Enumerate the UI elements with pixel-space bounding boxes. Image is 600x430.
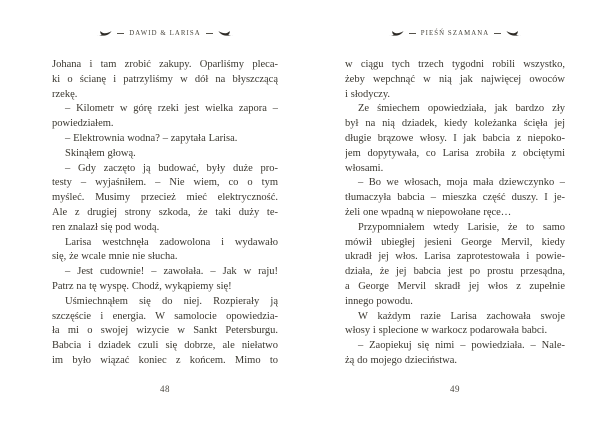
text-line: mówił ubiegłej jesieni George Mervil, kiedy (345, 236, 565, 248)
text-line: W każdym razie Larisa zachowała swoje (358, 310, 565, 322)
text-line: ukradł jej włos. Larisa zaprotestowała i powie- (345, 251, 565, 263)
swallow-icon (506, 29, 523, 37)
text-line: i słodyczy. (345, 88, 391, 100)
running-head-title: PIEŚŃ SZAMANA (420, 29, 490, 37)
text-line: ren znalazł się pod wodą. (52, 221, 160, 233)
text-line: – Bo we włosach, moja mała dziewczynko – (358, 177, 565, 189)
text-line: Przypomniałem wtedy Larisie, że to samo (358, 221, 565, 233)
text-line: Babcia i dziadek czuli się dobrze, ale niełatwo (52, 340, 278, 352)
text-line: rzekę. (52, 88, 78, 100)
text-line: Larisa westchnęła zadowolona i wydawało (65, 236, 278, 248)
body-text-right (345, 58, 565, 369)
text-line: – Gdy zaczęto ją budować, były duże pro- (65, 162, 278, 174)
text-line: żą do mojego dzieciństwa. (345, 354, 457, 366)
page-number-left: 48 (160, 384, 170, 394)
text-line: testy – wyjaśniłem. – Nie wiem, co o tym (52, 177, 278, 189)
text-line: – Jest cudownie! – zawołała. – Jak w raju! (65, 266, 278, 278)
running-head-right (345, 26, 565, 40)
text-line: – Kilometr w górę rzeki jest wielka zapora – (65, 103, 278, 115)
text-line: żeby wepchnąć w nią jak najwięcej owoców (345, 73, 565, 85)
text-line: im było wiązać koniec z końcem. Mimo to (52, 354, 278, 366)
text-line: żeli one wpadną w niepowołane ręce… (345, 206, 512, 218)
text-line: powiedziałem. (52, 118, 114, 130)
text-line: włosy i splecione w warkocz podarowała babci. (345, 325, 548, 337)
text-line: długie brązowe włosy. I jak babcia z niepoko- (345, 132, 565, 144)
swallow-icon (218, 29, 235, 37)
text-line: był na nią dziadek, kiedy koleżanka ścięła jej (345, 118, 565, 130)
swallow-icon (387, 29, 404, 37)
text-line: tłumaczyła babcia – mieszka część duszy. I je- (345, 192, 565, 204)
running-head-left (52, 26, 278, 40)
running-head-title: DAWID & LARISA (129, 29, 201, 37)
body-text-left (52, 58, 278, 369)
text-line: myśleć. Musimy przecież mieć elektryczność. (52, 192, 278, 204)
header-dash (409, 33, 416, 34)
text-line: Patrz na tę wyspę. Chodź, wykąpiemy się! (52, 280, 232, 292)
header-dash (494, 33, 501, 34)
text-line: Ze śmiechem opowiedziała, jak bardzo zły (358, 103, 565, 115)
header-dash (206, 33, 213, 34)
swallow-icon (95, 29, 112, 37)
text-line: Johana i tam zrobić zakupy. Oparliśmy pleca- (52, 59, 278, 70)
text-line: w ciągu tych trzech tygodni robili wszystko, (345, 59, 565, 70)
text-line: działa, że jej babcia jest po prostu przesądna, (345, 266, 565, 278)
text-line: ła mi o swojej wizycie w Sankt Petersburgu. (52, 325, 278, 337)
text-line: innego powodu. (345, 295, 413, 307)
text-line: a George Mervil skradł jej włos z zupełnie (345, 280, 565, 292)
text-line: – Zaopiekuj się nimi – powiedziała. – Nale- (358, 340, 565, 352)
text-line: Skinąłem głową. (65, 147, 136, 159)
text-line: Ale z drugiej strony szkoda, że taki duży te- (52, 206, 278, 218)
text-line: – Elektrownia wodna? – zapytała Larisa. (65, 132, 238, 144)
text-line: Uśmiechnąłem się do niej. Rozpierały ją (65, 295, 278, 307)
text-line: jem dopytywała, co Larisa zrobiła z obciętymi (345, 147, 565, 159)
text-line: się, że wcale mnie nie słucha. (52, 251, 178, 263)
header-dash (117, 33, 124, 34)
page-number-right: 49 (450, 384, 460, 394)
page-right (300, 0, 600, 430)
text-line: ki o ścianę i patrzyliśmy w dół na błyszczącą (52, 73, 278, 85)
text-line: szczęście i energia. W samolocie opowiedzia- (52, 310, 278, 322)
text-line: włosami. (345, 162, 384, 174)
